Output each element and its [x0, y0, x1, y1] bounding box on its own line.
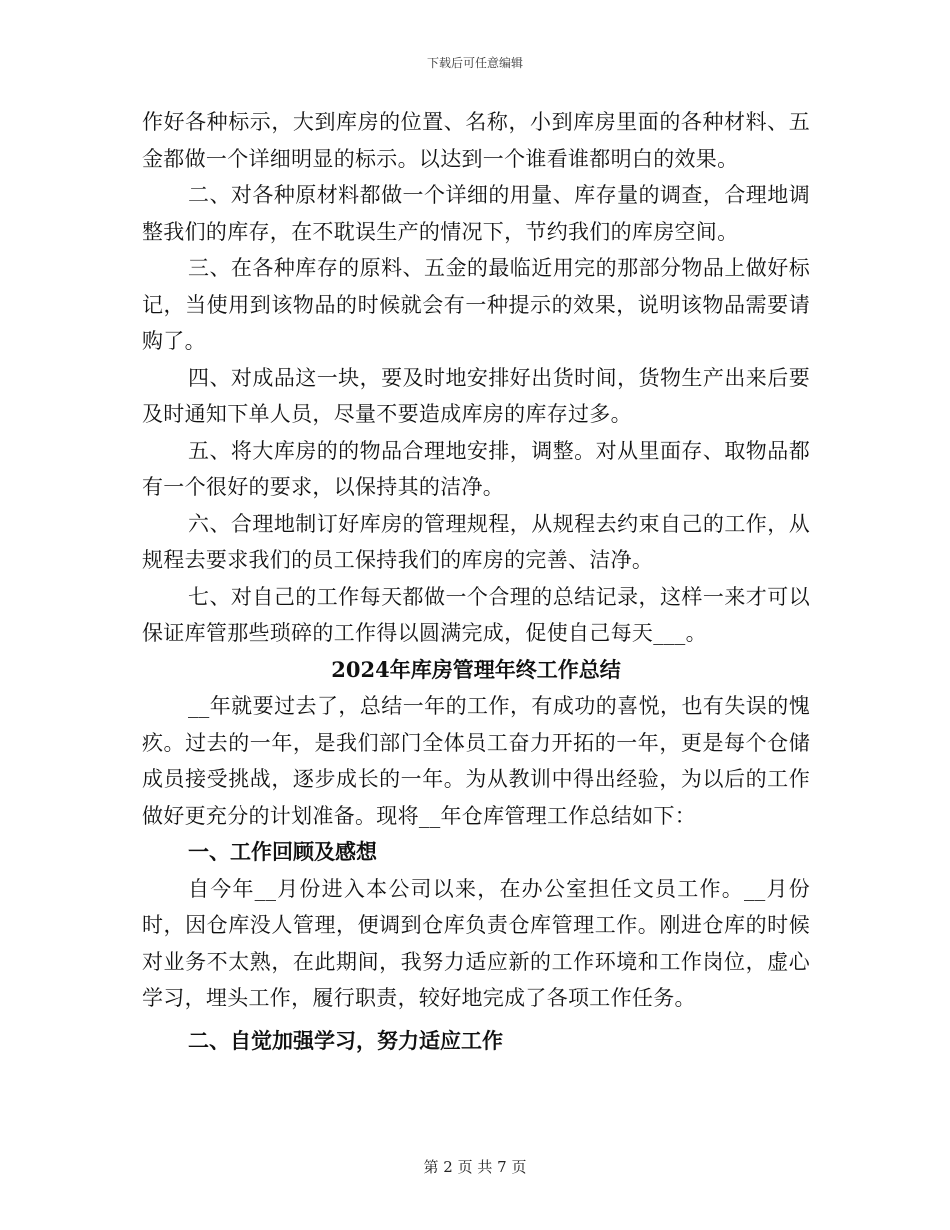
header-note: 下载后可任意编辑 [426, 56, 523, 70]
section-heading-1: 一、工作回顾及感想 [188, 839, 377, 864]
section-1-paragraph: 自今年__月份进入本公司以来，在办公室担任文员工作。__月份时，因仓库没人管理，便调到仓库负责仓库管理工作。刚进仓库的时候对业务不太熟，在此期间，我努力适应新的工作环境和工作岗位，虚心学习，埋头工作，履行职责，较好地完成了各项工作任务。 [142, 876, 810, 1010]
paragraph-item-5: 五、将大库房的的物品合理地安排，调整。对从里面存、取物品都有一个很好的要求，以保持其的洁净。 [142, 438, 810, 499]
paragraph-item-3: 三、在各种库存的原料、五金的最临近用完的那部分物品上做好标记，当使用到该物品的时候就会有一种提示的效果，说明该物品需要请购了。 [142, 256, 810, 353]
paragraph-item-6: 六、合理地制订好库房的管理规程，从规程去约束自己的工作，从规程去要求我们的员工保持我们的库房的完善、洁净。 [142, 511, 810, 572]
paragraph-item-4: 四、对成品这一块，要及时地安排好出货时间，货物生产出来后要及时通知下单人员，尽量不要造成库房的库存过多。 [142, 365, 810, 426]
paragraph-item-7: 七、对自己的工作每天都做一个合理的总结记录，这样一来才可以保证库管那些琐碎的工作得以圆满完成，促使自己每天___。 [142, 584, 810, 645]
document-title: 2024年库房管理年终工作总结 [331, 656, 621, 682]
paragraph-item-2: 二、对各种原材料都做一个详细的用量、库存量的调查，合理地调整我们的库存，在不耽误生产的情况下，节约我们的库房空间。 [142, 183, 810, 244]
page-number: 第 2 页 共 7 页 [423, 1158, 527, 1176]
document-body [142, 104, 810, 1059]
intro-paragraph: __年就要过去了，总结一年的工作，有成功的喜悦，也有失误的愧疚。过去的一年，是我们部门全体员工奋力开拓的一年，更是每个仓储成员接受挑战，逐步成长的一年。为从教训中得出经验，为以后的工作做好更充分的计划准备。现将__年仓库管理工作总结如下： [142, 694, 810, 828]
section-heading-2: 二、自觉加强学习，努力适应工作 [188, 1027, 503, 1053]
paragraph-continuation: 作好各种标示，大到库房的位置、名称，小到库房里面的各种材料、五金都做一个详细明显的标示。以达到一个谁看谁都明白的效果。 [142, 110, 810, 171]
